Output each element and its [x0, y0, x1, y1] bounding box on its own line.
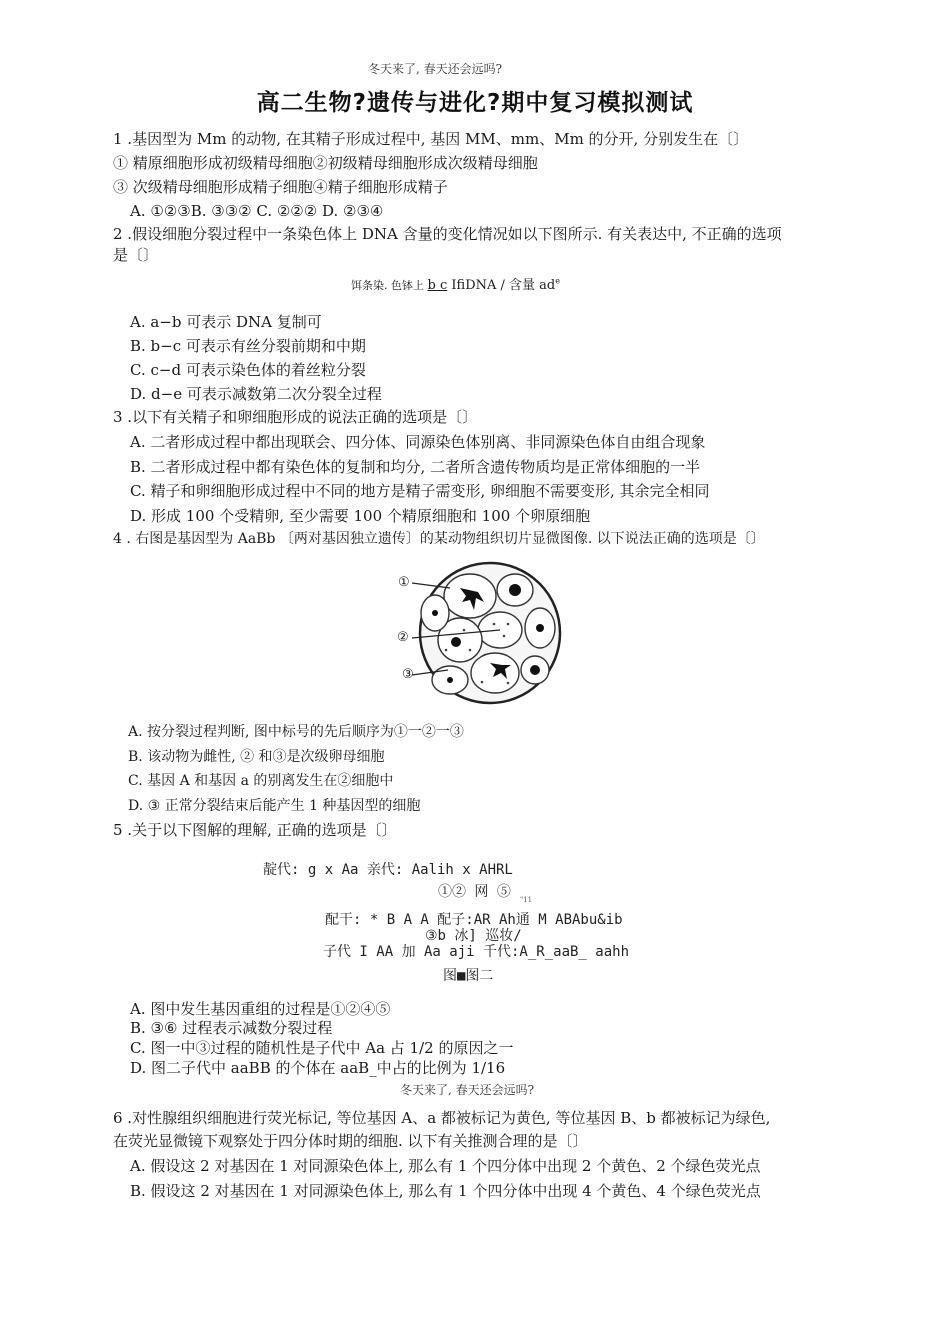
label-1: ①	[398, 575, 410, 590]
question-stem: 1 .基因型为 Mm 的动物, 在其精子形成过程中, 基因 MM、mm、Mm 的分开, 分别发生在〔〕	[113, 130, 749, 148]
diagram-line: 子代 I AA 加 Aa aji 千代:A_R_aaB_ aahh	[323, 944, 630, 960]
option-c: C. c−d 可表示染色体的着丝粒分裂	[130, 361, 366, 379]
option-a: A. 假设这 2 对基因在 1 对同源染色体上, 那么有 1 个四分体中出现 2 个黄色、2 个绿色荧光点	[130, 1157, 761, 1175]
question-stem: 2 .假设细胞分裂过程中一条染色体上 DNA 含量的变化情况如以下图所示. 有关表达中, 不正确的选项	[113, 225, 782, 243]
option-d: D. 图二子代中 aaBB 的个体在 aaB_中占的比例为 1/16	[130, 1059, 506, 1077]
page-title: 高二生物?遗传与进化?期中复习模拟测试	[256, 90, 694, 116]
label-2: ②	[397, 630, 409, 645]
option-a: A. a−b 可表示 DNA 复制可	[130, 313, 322, 331]
figure-caption-text: 饵条染. 色钵上	[351, 279, 428, 292]
figure-caption	[351, 274, 560, 293]
option-b: B. 该动物为雌性, ② 和③是次级卵母细胞	[128, 749, 385, 765]
diagram-line: 配干: * B A A 配子:AR Ah通 M ABAbu&ib	[325, 912, 623, 928]
option-d: D. 形成 100 个受精卵, 至少需要 100 个精原细胞和 100 个卵原细胞	[130, 507, 591, 525]
answer-options: A. ①②③B. ③③② C. ②②② D. ②③④	[130, 202, 384, 220]
option-d: D. d−e 可表示减数第二次分裂全过程	[130, 385, 382, 403]
option-c: C. 图一中③过程的随机性是子代中 Aa 占 1/2 的原因之一	[130, 1039, 514, 1057]
diagram-caption: 图■图二	[443, 968, 494, 984]
figure-caption-text: IfiDNA / 含量 ad	[447, 278, 556, 293]
option-a: A. 按分裂过程判断, 图中标号的先后顺序为①一②一③	[128, 724, 464, 740]
diagram-line: "11	[520, 896, 533, 904]
option-a: A. 二者形成过程中都出现联会、四分体、同源染色体别离、非同源染色体自由组合现象	[130, 433, 706, 451]
question-stem: 3 .以下有关精子和卵细胞形成的说法正确的选项是〔〕	[113, 408, 478, 426]
question-stem-cont: 是〔〕	[113, 246, 159, 264]
option-c: C. 精子和卵细胞形成过程中不同的地方是精子需变形, 卵细胞不需要变形, 其余完全相同	[130, 482, 710, 500]
option-b: B. 假设这 2 对基因在 1 对同源染色体上, 那么有 1 个四分体中出现 4 个黄色、4 个绿色荧光点	[130, 1182, 761, 1200]
option-d: D. ③ 正常分裂结束后能产生 1 种基因型的细胞	[128, 798, 421, 814]
option-b: B. 二者形成过程中都有染色体的复制和均分, 二者所含遗传物质均是正常体细胞的一半	[130, 458, 701, 476]
option-b: B. b−c 可表示有丝分裂前期和中期	[130, 337, 366, 355]
diagram-line: ③b 冰] 巡妆/	[425, 928, 522, 944]
tissue-micrograph	[390, 558, 570, 708]
option-b: B. ③⑥ 过程表示减数分裂过程	[130, 1019, 333, 1037]
page-header: 冬天来了, 春天还会远吗?	[400, 1083, 535, 1097]
option-a: A. 图中发生基因重组的过程是①②④⑤	[130, 1000, 391, 1018]
question-stem: 6 .对性腺组织细胞进行荧光标记, 等位基因 A、a 都被标记为黄色, 等位基因 B、b 都被标记为绿色,	[113, 1109, 771, 1127]
figure-caption-sup: e	[555, 276, 560, 286]
question-line: ③ 次级精母细胞形成精子细胞④精子细胞形成精子	[113, 178, 448, 196]
diagram-line: 靛代: g x Aa 亲代: Aalih x AHRL	[263, 862, 513, 878]
label-3: ③	[402, 667, 414, 682]
question-stem: 4 . 右图是基因型为 AaBb 〔两对基因独立遗传〕的某动物组织切片显微图像. 以下说法正确的选项是〔〕	[113, 531, 765, 547]
figure-caption-underlined: b c	[427, 278, 448, 293]
question-line: ① 精原细胞形成初级精母细胞②初级精母细胞形成次级精母细胞	[113, 154, 538, 172]
diagram-line: ①② 网 ⑤	[438, 884, 511, 900]
question-stem: 5 .关于以下图解的理解, 正确的选项是〔〕	[113, 821, 397, 839]
question-stem-cont: 在荧光显微镜下观察处于四分体时期的细胞. 以下有关推测合理的是〔〕	[113, 1132, 588, 1150]
option-c: C. 基因 A 和基因 a 的别离发生在②细胞中	[128, 773, 394, 789]
page-header: 冬天来了, 春天还会远吗?	[368, 62, 503, 76]
